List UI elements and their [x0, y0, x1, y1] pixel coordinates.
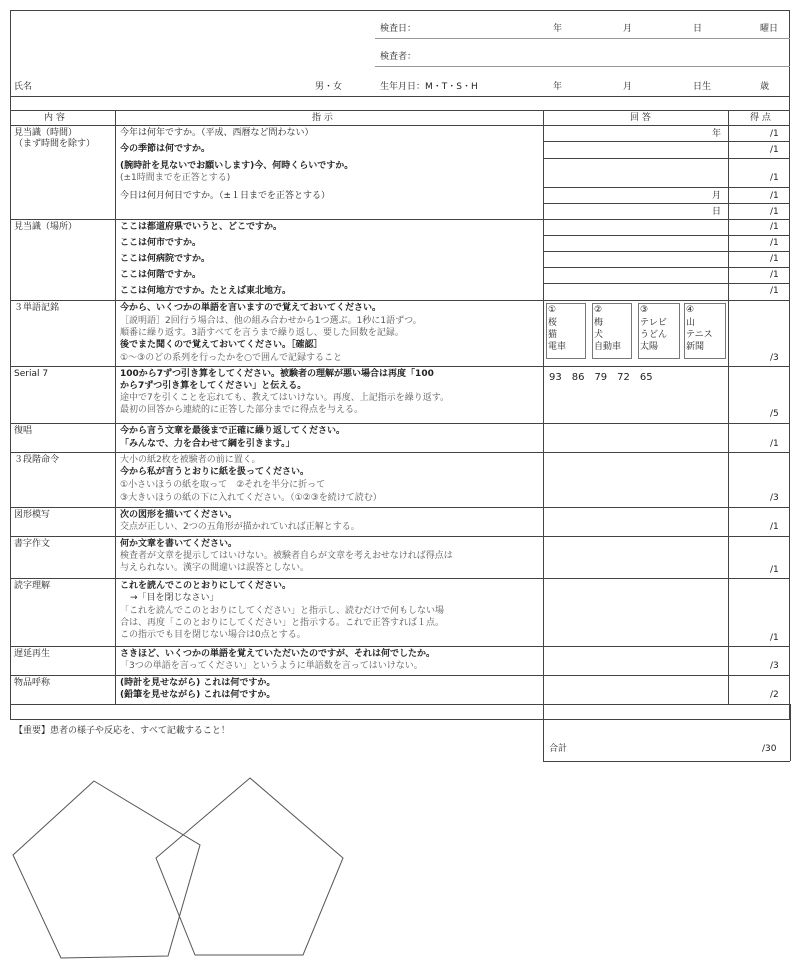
instruction-line: 後でまた聞くので覚えておいてください。［確認］ [120, 340, 323, 350]
instruction-line: 「これを読んでこのとおりにしてください」と指示し、読むだけで何もしない場 [120, 606, 445, 616]
score-cell[interactable]: /5 [770, 409, 779, 419]
instruction-line: ①～③のどの系列を行ったかを○で囲んで記録すること [120, 353, 342, 363]
word-set-4-word: 新聞 [686, 342, 705, 352]
intersecting-pentagons-figure [0, 770, 360, 970]
answer-year-unit: 年 [712, 129, 722, 139]
instruction-line: ①小さいほうの紙を取って ②それを半分に折って [120, 480, 326, 490]
instruction-line: 今から言う文章を最後まで正確に繰り返してください。 [120, 426, 346, 436]
birth-day-unit: 日生 [693, 82, 712, 92]
answer-day-unit: 日 [712, 207, 722, 217]
col-line-2 [543, 110, 544, 761]
col-header-answer: 回 答 [630, 113, 651, 123]
answer-month-unit: 月 [712, 191, 722, 201]
table-top-line [10, 110, 790, 111]
row-content-reading: 読字理解 [14, 581, 51, 591]
word-set-1-word: 猫 [548, 330, 558, 340]
score-cell[interactable]: /3 [770, 353, 779, 363]
instruction-line: ここは都道府県でいうと、どこですか。 [120, 222, 283, 232]
birth-date-label: 生年月日：M・T・S・H [380, 82, 478, 92]
instruction-line: 交点が正しい、2つの五角形が描かれていれば正解とする。 [120, 522, 360, 532]
score-cell[interactable]: /3 [770, 661, 779, 671]
total-bottom-line [543, 761, 790, 762]
answer-divider [543, 235, 790, 236]
score-cell[interactable]: /3 [770, 493, 779, 503]
examiner-line [375, 66, 790, 67]
instruction-line: 今年は何年ですか。（平成、西暦など問わない） [120, 128, 314, 138]
instruction-line: 「みんなで、力を合わせて綱を引きます。」 [120, 439, 295, 449]
instruction-line: ここは何市ですか。 [120, 238, 202, 248]
answer-divider [543, 141, 790, 142]
score-cell[interactable]: /2 [770, 690, 779, 700]
row-content-place-orientation: 見当識（場所） [14, 222, 78, 232]
header-row-line [10, 125, 790, 126]
age-unit: 歳 [760, 82, 770, 92]
instruction-line: →「目を閉じなさい」 [130, 593, 219, 603]
score-cell[interactable]: /1 [770, 254, 779, 264]
total-label: 合計 [549, 744, 568, 754]
score-cell[interactable]: /1 [770, 129, 779, 139]
instruction-line: 今の季節は何ですか。 [120, 144, 211, 154]
row-divider [10, 675, 790, 676]
birth-month-unit: 月 [623, 82, 633, 92]
score-cell[interactable]: /1 [770, 238, 779, 248]
instruction-line: 次の図形を描いてください。 [120, 510, 238, 520]
row-divider [10, 536, 790, 537]
row-content-serial7: Serial 7 [14, 369, 49, 379]
instruction-line: 最初の回答から連続的に正答した部分までに得点を与える。 [120, 405, 364, 415]
word-set-1-word: 桜 [548, 318, 558, 328]
col-header-score: 得 点 [750, 113, 771, 123]
row-content-naming: 物品呼称 [14, 678, 51, 688]
answer-divider [543, 187, 790, 188]
score-cell[interactable]: /1 [770, 191, 779, 201]
row-content-registration: ３単語記銘 [14, 303, 60, 313]
word-set-3-word: 太陽 [640, 342, 659, 352]
score-cell[interactable]: /1 [770, 439, 779, 449]
instruction-line: 今から、いくつかの単語を言いますので覚えておいてください。 [120, 303, 382, 313]
col-header-instruction: 指 示 [312, 113, 333, 123]
row-divider [10, 704, 790, 705]
exam-date-line [375, 38, 790, 39]
instruction-line: ③大きいほうの紙の下に入れてください。（①②③を続けて読む） [120, 493, 382, 503]
score-cell[interactable]: /1 [770, 207, 779, 217]
instruction-line: 100から7ずつ引き算をしてください。被験者の理解が悪い場合は再度「100 [120, 369, 434, 379]
col-line-3 [728, 110, 729, 704]
row-content-time-orientation: 見当識（時間） （まず時間を除す） [14, 128, 96, 149]
word-set-2-word: 犬 [594, 330, 604, 340]
score-cell[interactable]: /1 [770, 222, 779, 232]
instruction-line: ここは何病院ですか。 [120, 254, 211, 264]
word-set-1-number: ① [548, 305, 557, 315]
word-set-3-word: テレビ [640, 318, 667, 328]
score-cell[interactable]: /1 [770, 270, 779, 280]
instruction-line: 検査者が文章を提示してはいけない。被験者自らが文章を考えおせなければ得点は [120, 551, 453, 561]
word-set-1-word: 電車 [548, 342, 567, 352]
word-set-2-word: 梅 [594, 318, 604, 328]
total-right-line [790, 704, 791, 761]
instruction-line: ここは何階ですか。 [120, 270, 202, 280]
total-score[interactable]: /30 [762, 744, 777, 754]
row-divider [10, 366, 790, 367]
score-cell[interactable]: /1 [770, 286, 779, 296]
instruction-line: (鉛筆を見せながら) これは何ですか。 [120, 690, 276, 700]
instruction-line: (腕時計を見ないでお願いします)今、何時くらいですか。 [120, 161, 354, 171]
score-cell[interactable]: /1 [770, 522, 779, 532]
header-divider [10, 96, 790, 97]
exam-month-unit: 月 [623, 24, 633, 34]
row-divider [10, 578, 790, 579]
col-line-1 [115, 110, 116, 704]
examiner-label: 検査者： [380, 52, 417, 62]
instruction-line: ［説明語］2回行う場合は、他の組み合わせから1つ選ぶ。1秒に1語ずつ。 [120, 316, 422, 326]
instruction-line: 今日は何月何日ですか。（±１日までを正答とする） [120, 191, 331, 201]
score-cell[interactable]: /1 [770, 173, 779, 183]
word-set-2-word: 自動車 [594, 342, 622, 352]
row-content-figure-copy: 図形模写 [14, 510, 51, 520]
row-content-3step-command: ３段階命令 [14, 455, 60, 465]
row-divider [10, 219, 790, 220]
pentagon-right [156, 778, 343, 955]
instruction-line: 「3つの単語を言ってください」というように単語数を言ってはいけない。 [120, 661, 423, 671]
answer-divider [543, 251, 790, 252]
instruction-line: 途中で7を引くことを忘れても、教えてはいけない。再度、上記指示を繰り返す。 [120, 393, 450, 403]
row-divider [10, 646, 790, 647]
instruction-line: 大小の紙2枚を被験者の前に置く。 [120, 455, 261, 465]
instruction-line: 今から私が言うとおりに紙を扱ってください。 [120, 467, 310, 477]
instruction-line: (±1時間までを正答とする) [120, 173, 231, 183]
exam-year-unit: 年 [553, 24, 563, 34]
word-set-2-number: ② [594, 305, 603, 315]
answer-divider [543, 283, 790, 284]
instruction-line: から7ずつ引き算をしてください」と伝える。 [120, 381, 307, 391]
instruction-line: この指示でも目を閉じない場合は0点とする。 [120, 630, 306, 640]
instruction-line: 合は、再度「このとおりにしてください」と指示する。これで正答すれば１点。 [120, 618, 445, 628]
instruction-line: 順番に繰り返す。3語すべてを言うまで繰り返し、要した回数を記録。 [120, 328, 404, 338]
row-content-repetition: 復唱 [14, 426, 33, 436]
row-divider [10, 507, 790, 508]
instruction-line: 与えられない。漢字の間違いは誤答としない。 [120, 563, 310, 573]
row-divider [10, 423, 790, 424]
instruction-line: (時計を見せながら) これは何ですか。 [120, 678, 276, 688]
score-cell[interactable]: /1 [770, 565, 779, 575]
birth-year-unit: 年 [553, 82, 563, 92]
exam-weekday-unit: 曜日 [760, 24, 779, 34]
word-set-4-number: ④ [686, 305, 695, 315]
instruction-line: 何か文章を書いてください。 [120, 539, 238, 549]
answer-divider [543, 158, 790, 159]
instruction-line: さきほど、いくつかの単語を覚えていただいたのですが、それは何でしたか。 [120, 649, 436, 659]
serial7-answers: 93 86 79 72 65 [549, 372, 653, 383]
row-divider [10, 300, 790, 301]
sex-field[interactable]: 男・女 [315, 82, 343, 92]
important-note: 【重要】患者の様子や反応を、すべて記載すること！ [14, 726, 230, 736]
answer-divider [543, 267, 790, 268]
answer-divider [543, 203, 790, 204]
row-content-writing: 書字作文 [14, 539, 51, 549]
score-cell[interactable]: /1 [770, 145, 779, 155]
word-set-4-word: 山 [686, 318, 696, 328]
word-set-4-word: テニス [686, 330, 713, 340]
pentagon-left [13, 781, 200, 958]
row-content-delayed-recall: 遅延再生 [14, 649, 51, 659]
row-divider [10, 452, 790, 453]
exam-date-label: 検査日： [380, 24, 417, 34]
word-set-3-number: ③ [640, 305, 649, 315]
patient-name-label: 氏名 [14, 82, 33, 92]
word-set-3-word: うどん [640, 330, 668, 340]
score-cell[interactable]: /1 [770, 633, 779, 643]
col-header-content: 内 容 [44, 113, 65, 123]
instruction-line: ここは何地方ですか。たとえば東北地方。 [120, 286, 292, 296]
instruction-line: これを読んでこのとおりにしてください。 [120, 581, 292, 591]
exam-day-unit: 日 [693, 24, 703, 34]
